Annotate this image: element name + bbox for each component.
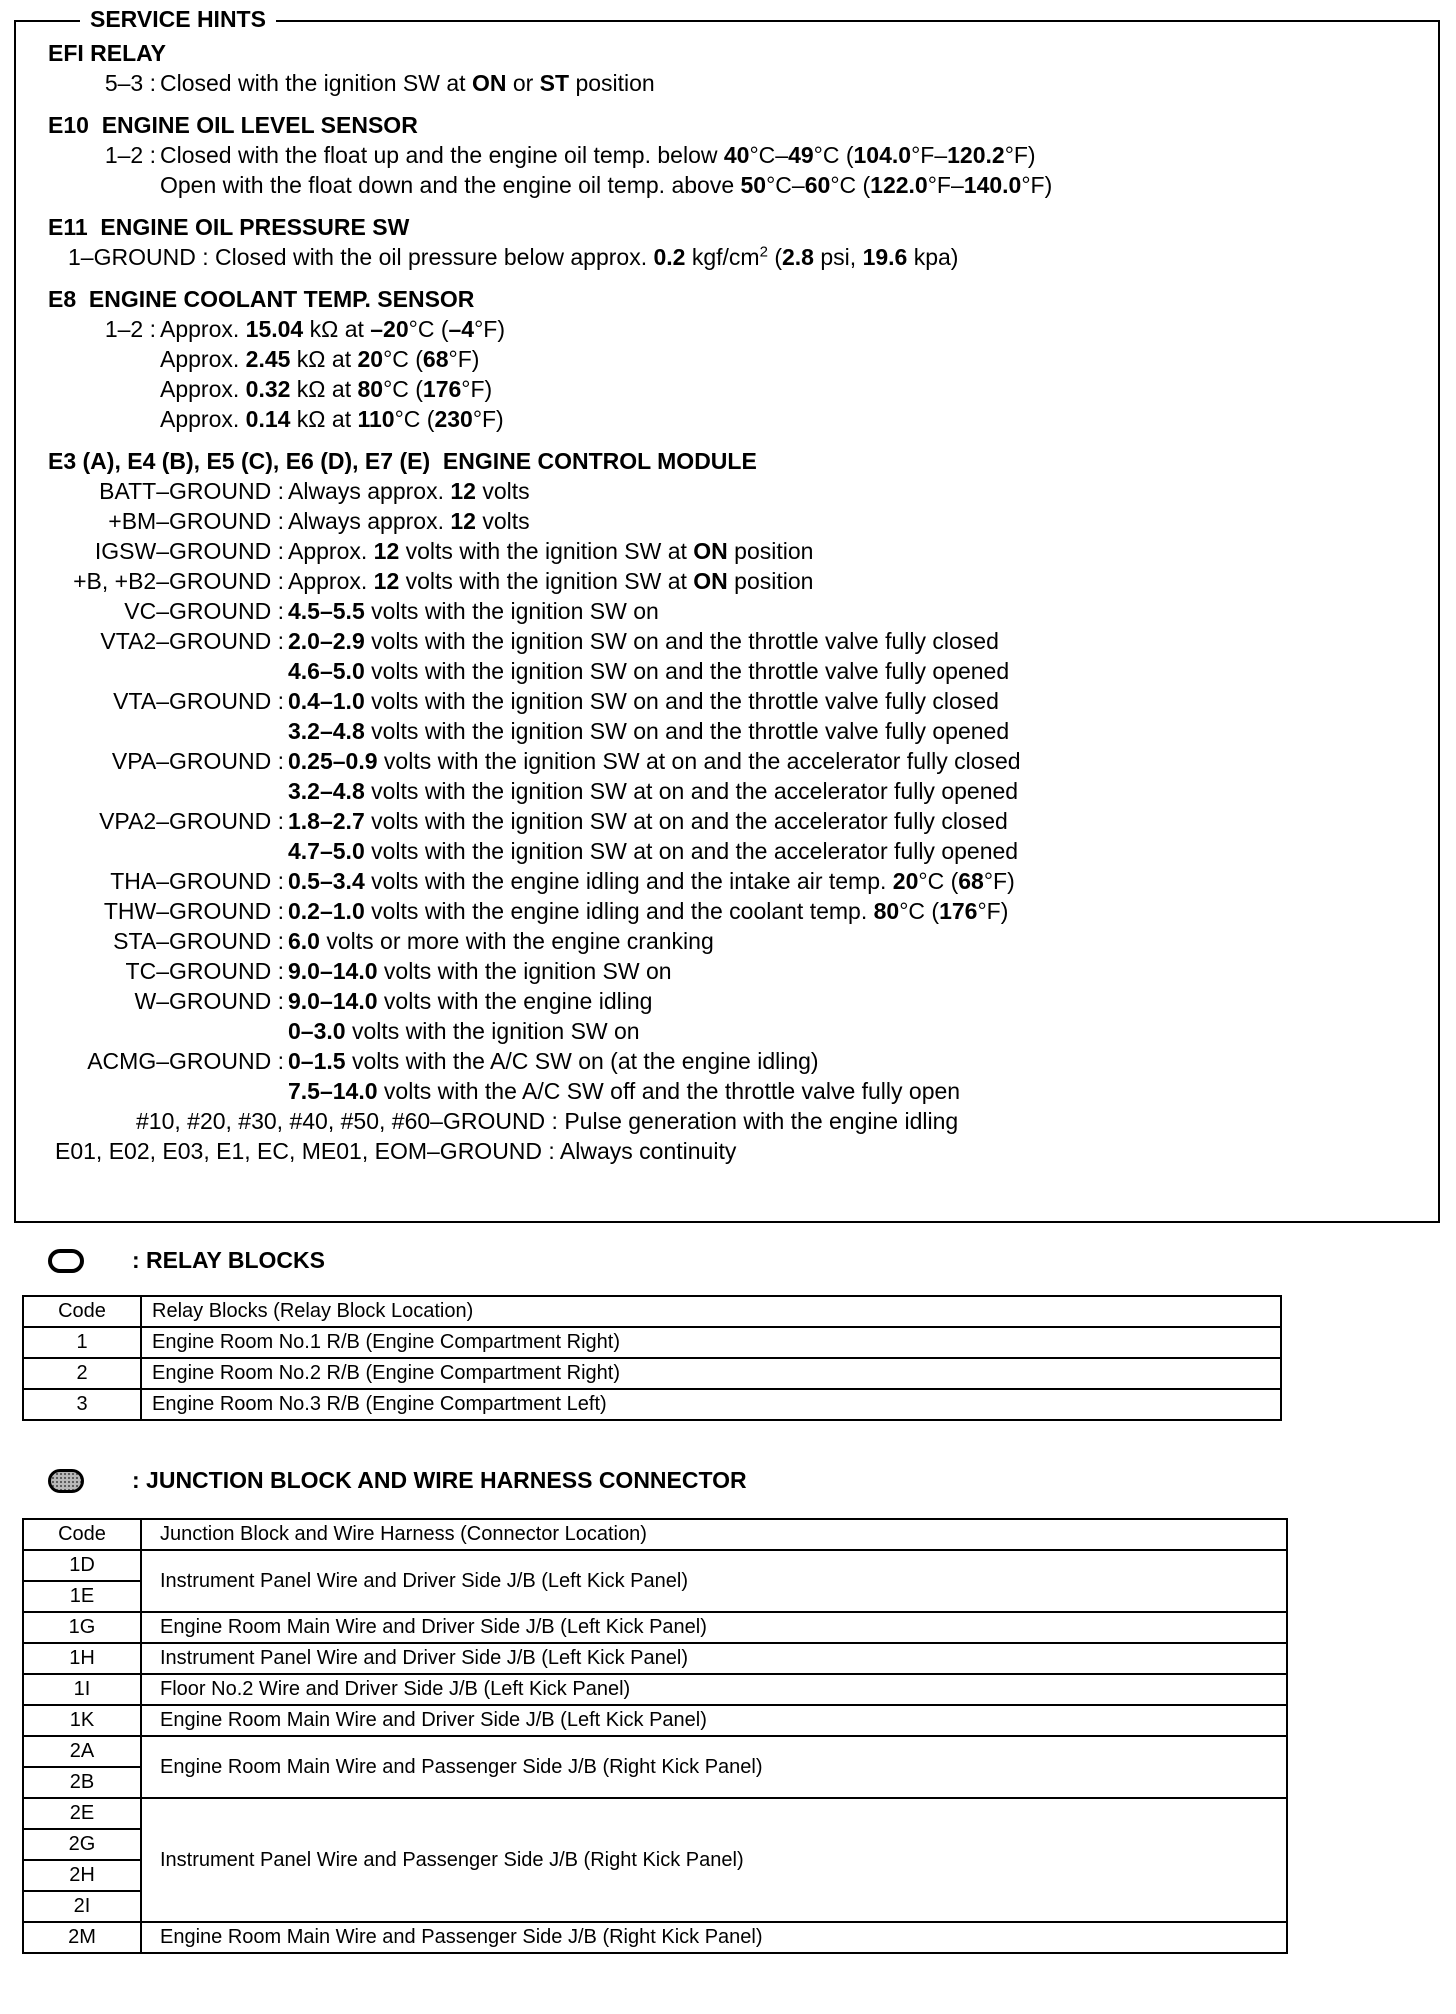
hint-condition: 6.0 volts or more with the engine cranking [288,928,714,954]
hint-terminal: VTA–GROUND : [113,688,284,714]
hint-condition: 2.0–2.9 volts with the ignition SW on and the throttle valve fully closed [288,628,999,654]
hint-row [48,896,1418,926]
hint-terminal [48,716,284,746]
hint-condition: 0–1.5 volts with the A/C SW on (at the engine idling) [288,1048,819,1074]
code-cell: 1D [23,1550,141,1581]
hint-condition: 0.5–3.4 volts with the engine idling and the intake air temp. 20°C (68°F) [288,868,1015,894]
e8-title: E8 ENGINE COOLANT TEMP. SENSOR [48,286,475,312]
hint-condition: Approx. 12 volts with the ignition SW at ON position [288,538,814,564]
hint-row [48,836,1418,866]
location-cell: Engine Room Main Wire and Driver Side J/B (Left Kick Panel) [141,1612,1287,1643]
code-header: Code [23,1519,141,1550]
hint-condition: Approx. 0.32 kΩ at 80°C (176°F) [160,376,493,402]
efi-relay-rows [48,68,1418,98]
location-cell: Instrument Panel Wire and Passenger Side J/B (Right Kick Panel) [141,1798,1287,1922]
hint-terminal [48,1076,284,1106]
location-cell: Instrument Panel Wire and Driver Side J/B (Left Kick Panel) [141,1643,1287,1674]
hint-row [48,956,1418,986]
code-cell: 2A [23,1736,141,1767]
location-cell: Engine Room No.2 R/B (Engine Compartment Right) [141,1358,1281,1389]
hint-row [48,686,1418,716]
ecm-section [48,446,1418,1166]
code-cell: 2 [23,1358,141,1389]
hint-terminal: +B, +B2–GROUND : [73,568,284,594]
hint-condition: 0–3.0 volts with the ignition SW on [288,1018,640,1044]
hint-condition: Approx. 15.04 kΩ at –20°C (–4°F) [160,316,505,342]
hint-condition: Always approx. 12 volts [288,478,530,504]
hint-condition: 0.25–0.9 volts with the ignition SW at on and the accelerator fully closed [288,748,1021,774]
ecm-pulse-line: #10, #20, #30, #40, #50, #60–GROUND : Pulse generation with the engine idling [136,1108,959,1134]
hint-condition: 3.2–4.8 volts with the ignition SW on and the throttle valve fully opened [288,718,1010,744]
hint-condition: 0.4–1.0 volts with the ignition SW on and the throttle valve fully closed [288,688,999,714]
junction-block-symbol-icon [48,1469,84,1493]
relay-blocks-label: : RELAY BLOCKS [132,1247,325,1273]
table-row [23,1612,1287,1643]
hint-row [48,68,1418,98]
efi-relay-section [48,38,1418,98]
hint-terminal [48,404,156,434]
table-row [23,1389,1281,1420]
hint-row [48,1046,1418,1076]
location-cell: Instrument Panel Wire and Driver Side J/B (Left Kick Panel) [141,1550,1287,1612]
hint-terminal: W–GROUND : [134,988,284,1014]
hint-terminal [48,344,156,374]
hint-condition: Approx. 2.45 kΩ at 20°C (68°F) [160,346,480,372]
hint-terminal: VC–GROUND : [124,598,284,624]
hint-row [48,746,1418,776]
hint-row [48,170,1418,200]
hint-terminal: 1–2 : [104,316,156,342]
code-cell: 2G [23,1829,141,1860]
code-cell: 1I [23,1674,141,1705]
location-header: Junction Block and Wire Harness (Connector Location) [141,1519,1287,1550]
hint-row [48,626,1418,656]
hint-terminal [48,1016,284,1046]
hint-condition: Open with the float down and the engine oil temp. above 50°C–60°C (122.0°F–140.0°F) [160,172,1053,198]
hint-condition: 7.5–14.0 volts with the A/C SW off and the throttle valve fully open [288,1078,961,1104]
code-cell: 1K [23,1705,141,1736]
hint-condition: 3.2–4.8 volts with the ignition SW at on and the accelerator fully opened [288,778,1019,804]
code-cell: 1H [23,1643,141,1674]
hint-condition: Closed with the ignition SW at ON or ST position [160,70,655,96]
code-header: Code [23,1296,141,1327]
e10-rows [48,140,1418,200]
hint-condition: 4.5–5.5 volts with the ignition SW on [288,598,659,624]
location-header: Relay Blocks (Relay Block Location) [141,1296,1281,1327]
hint-condition: 0.2–1.0 volts with the engine idling and the coolant temp. 80°C (176°F) [288,898,1009,924]
hint-terminal [48,656,284,686]
code-cell: 2E [23,1798,141,1829]
location-cell: Engine Room Main Wire and Driver Side J/B (Left Kick Panel) [141,1705,1287,1736]
code-cell: 3 [23,1389,141,1420]
hint-row [48,596,1418,626]
e10-section [48,110,1418,200]
hint-condition: Always approx. 12 volts [288,508,530,534]
hint-row [48,314,1418,344]
e11-title: E11 ENGINE OIL PRESSURE SW [48,214,410,240]
hint-terminal [48,776,284,806]
hint-terminal [48,374,156,404]
hint-row [48,776,1418,806]
hint-row [48,374,1418,404]
hint-condition: 9.0–14.0 volts with the ignition SW on [288,958,672,984]
hint-row [48,806,1418,836]
table-row [23,1922,1287,1953]
hint-terminal: VPA2–GROUND : [99,808,284,834]
location-cell: Engine Room No.3 R/B (Engine Compartment Left) [141,1389,1281,1420]
code-cell: 2I [23,1891,141,1922]
hint-row [48,566,1418,596]
hint-row [48,926,1418,956]
e11-line: 1–GROUND : Closed with the oil pressure below approx. 0.2 kgf/$cm^2$ (2.8 psi, 19.6 kpa) [68,243,959,270]
hint-terminal: ACMG–GROUND : [87,1048,284,1074]
junction-block-label: : JUNCTION BLOCK AND WIRE HARNESS CONNECTOR [132,1467,747,1493]
hint-terminal [48,170,156,200]
table-header-row [23,1519,1287,1550]
hint-row [48,404,1418,434]
hint-terminal: VPA–GROUND : [111,748,284,774]
hint-row [48,1016,1418,1046]
table-row [23,1674,1287,1705]
hint-terminal: 5–3 : [104,70,156,96]
e11-section [48,212,1418,272]
hint-row [48,986,1418,1016]
code-cell: 1E [23,1581,141,1612]
hint-condition: Approx. 12 volts with the ignition SW at ON position [288,568,814,594]
relay-block-symbol-icon [48,1249,84,1273]
table-row [23,1327,1281,1358]
e8-rows [48,314,1418,434]
hint-row [48,1076,1418,1106]
location-cell: Engine Room No.1 R/B (Engine Compartment Right) [141,1327,1281,1358]
table-row [23,1736,1287,1767]
hint-terminal: VTA2–GROUND : [100,628,284,654]
table-row [23,1705,1287,1736]
hint-row [48,476,1418,506]
hint-condition: Approx. 0.14 kΩ at 110°C (230°F) [160,406,504,432]
e10-title: E10 ENGINE OIL LEVEL SENSOR [48,112,418,138]
table-row [23,1358,1281,1389]
hint-terminal [48,836,284,866]
junction-block-legend [48,1467,747,1494]
e8-section [48,284,1418,434]
hint-terminal: BATT–GROUND : [99,478,284,504]
hint-row [48,506,1418,536]
hint-row [48,716,1418,746]
hint-terminal: THA–GROUND : [110,868,284,894]
relay-blocks-table [22,1295,1282,1421]
table-row [23,1798,1287,1829]
hint-condition: 1.8–2.7 volts with the ignition SW at on and the accelerator fully closed [288,808,1008,834]
service-hints-title: SERVICE HINTS [80,5,276,33]
ecm-rows [48,476,1418,1106]
code-cell: 2H [23,1860,141,1891]
location-cell: Floor No.2 Wire and Driver Side J/B (Left Kick Panel) [141,1674,1287,1705]
location-cell: Engine Room Main Wire and Passenger Side J/B (Right Kick Panel) [141,1736,1287,1798]
hint-condition: 9.0–14.0 volts with the engine idling [288,988,653,1014]
hint-condition: Closed with the float up and the engine oil temp. below 40°C–49°C (104.0°F–120.2°F) [160,142,1036,168]
code-cell: 1 [23,1327,141,1358]
hint-condition: 4.6–5.0 volts with the ignition SW on and the throttle valve fully opened [288,658,1010,684]
ecm-continuity-line: E01, E02, E03, E1, EC, ME01, EOM–GROUND : Always continuity [55,1138,737,1164]
hint-terminal: 1–2 : [104,142,156,168]
hint-row [48,536,1418,566]
hint-terminal: STA–GROUND : [113,928,284,954]
hint-terminal: TC–GROUND : [125,958,284,984]
table-header-row [23,1296,1281,1327]
service-hints-content [48,38,1418,1178]
table-row [23,1550,1287,1581]
hint-row [48,344,1418,374]
code-cell: 2M [23,1922,141,1953]
hint-row [48,866,1418,896]
location-cell: Engine Room Main Wire and Passenger Side J/B (Right Kick Panel) [141,1922,1287,1953]
ecm-title: E3 (A), E4 (B), E5 (C), E6 (D), E7 (E) ENGINE CONTROL MODULE [48,448,757,474]
code-cell: 1G [23,1612,141,1643]
junction-block-table [22,1518,1288,1954]
hint-condition: 4.7–5.0 volts with the ignition SW at on and the accelerator fully opened [288,838,1019,864]
hint-row [48,140,1418,170]
relay-blocks-legend [48,1247,325,1274]
efi-relay-title: EFI RELAY [48,40,167,66]
hint-terminal: THW–GROUND : [103,898,284,924]
code-cell: 2B [23,1767,141,1798]
hint-terminal: +BM–GROUND : [108,508,284,534]
hint-terminal: IGSW–GROUND : [94,538,284,564]
hint-row [48,656,1418,686]
table-row [23,1643,1287,1674]
